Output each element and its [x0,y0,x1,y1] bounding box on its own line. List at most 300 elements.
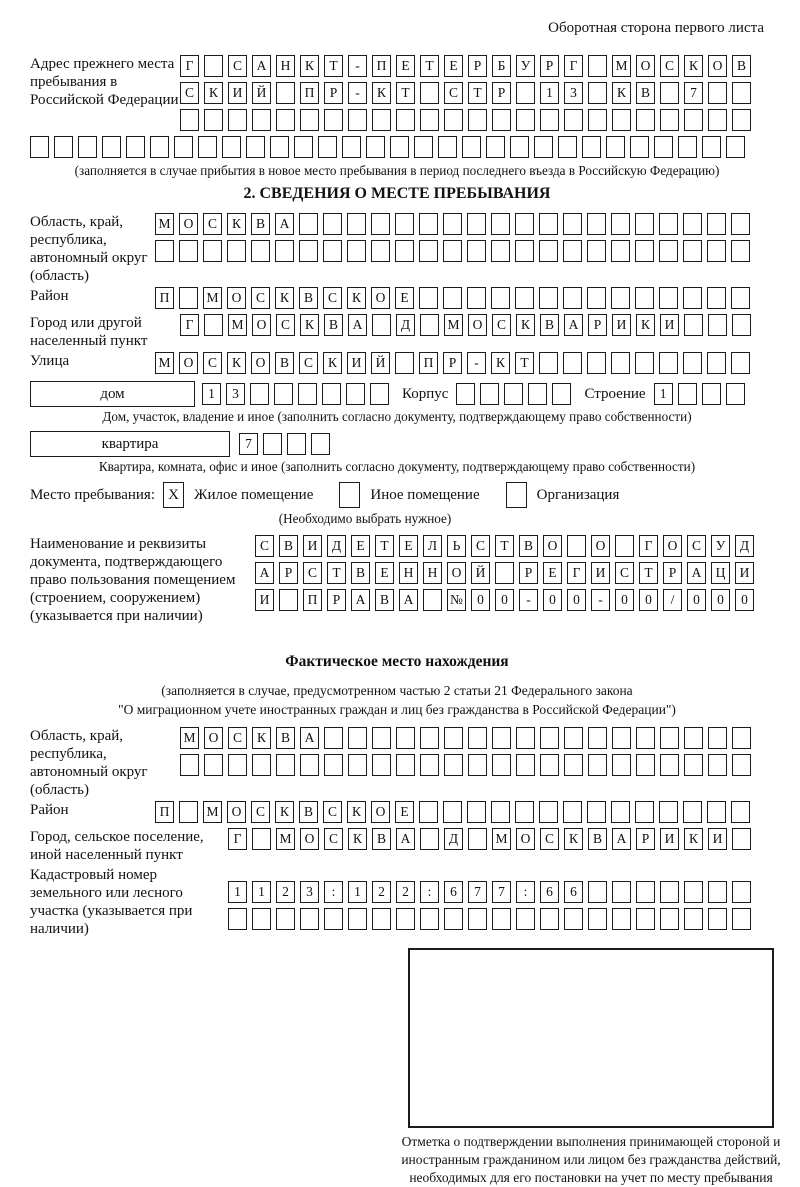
char-cell[interactable] [563,213,582,235]
char-cell[interactable] [298,383,317,405]
char-cell[interactable]: 0 [615,589,634,611]
char-cell[interactable] [683,240,702,262]
char-cell[interactable] [322,383,341,405]
char-cell[interactable] [371,240,390,262]
char-cell[interactable] [587,801,606,823]
char-cell[interactable] [516,82,535,104]
char-cell[interactable] [539,287,558,309]
char-cell[interactable] [395,352,414,374]
char-cell[interactable]: М [155,352,174,374]
char-cell[interactable]: Р [492,82,511,104]
char-cell[interactable]: О [663,535,682,557]
char-cell[interactable] [252,109,271,131]
char-cell[interactable] [444,109,463,131]
char-cell[interactable] [588,55,607,77]
char-cell[interactable] [419,240,438,262]
char-cell[interactable]: / [663,589,682,611]
char-cell[interactable]: О [708,55,727,77]
char-cell[interactable]: С [203,352,222,374]
char-cell[interactable]: : [324,881,343,903]
char-cell[interactable] [456,383,475,405]
char-cell[interactable]: Р [540,55,559,77]
char-cell[interactable]: М [612,55,631,77]
char-cell[interactable] [372,109,391,131]
char-cell[interactable] [528,383,547,405]
char-cell[interactable]: А [396,828,415,850]
char-cell[interactable] [636,754,655,776]
char-cell[interactable] [732,314,751,336]
char-cell[interactable]: А [300,727,319,749]
char-cell[interactable] [323,213,342,235]
char-cell[interactable] [468,908,487,930]
char-cell[interactable] [300,109,319,131]
char-cell[interactable]: К [491,352,510,374]
char-cell[interactable] [540,727,559,749]
char-cell[interactable] [612,727,631,749]
char-cell[interactable]: 7 [239,433,258,455]
char-cell[interactable]: К [612,82,631,104]
char-cell[interactable]: - [348,55,367,77]
char-cell[interactable] [204,109,223,131]
char-cell[interactable] [726,136,745,158]
char-cell[interactable] [660,908,679,930]
char-cell[interactable]: М [203,287,222,309]
char-cell[interactable] [396,754,415,776]
char-cell[interactable] [635,287,654,309]
char-cell[interactable]: 0 [567,589,586,611]
char-cell[interactable] [684,109,703,131]
char-cell[interactable]: Р [279,562,298,584]
char-cell[interactable] [659,213,678,235]
char-cell[interactable] [395,213,414,235]
char-cell[interactable] [708,82,727,104]
char-cell[interactable] [563,287,582,309]
char-cell[interactable]: И [591,562,610,584]
char-cell[interactable]: О [204,727,223,749]
char-cell[interactable] [564,109,583,131]
char-cell[interactable]: Г [180,314,199,336]
char-cell[interactable] [588,109,607,131]
char-cell[interactable] [467,801,486,823]
char-cell[interactable] [588,908,607,930]
char-cell[interactable] [396,727,415,749]
char-cell[interactable] [179,287,198,309]
char-cell[interactable]: К [275,801,294,823]
char-cell[interactable]: И [660,314,679,336]
char-cell[interactable] [276,754,295,776]
char-cell[interactable] [486,136,505,158]
char-cell[interactable]: С [687,535,706,557]
char-cell[interactable] [539,240,558,262]
char-cell[interactable] [683,213,702,235]
char-cell[interactable]: С [660,55,679,77]
char-cell[interactable]: О [251,352,270,374]
char-cell[interactable] [587,352,606,374]
char-cell[interactable] [732,82,751,104]
char-cell[interactable]: К [300,314,319,336]
char-cell[interactable] [708,314,727,336]
char-cell[interactable] [588,82,607,104]
char-cell[interactable] [516,908,535,930]
char-cell[interactable]: - [519,589,538,611]
char-cell[interactable]: О [371,287,390,309]
char-cell[interactable] [468,727,487,749]
char-cell[interactable] [510,136,529,158]
char-cell[interactable]: Т [375,535,394,557]
char-cell[interactable] [311,433,330,455]
char-cell[interactable]: Й [371,352,390,374]
char-cell[interactable]: Т [639,562,658,584]
char-cell[interactable] [684,881,703,903]
char-cell[interactable] [707,240,726,262]
char-cell[interactable] [491,287,510,309]
char-cell[interactable]: 7 [492,881,511,903]
char-cell[interactable] [150,136,169,158]
char-cell[interactable]: Д [327,535,346,557]
char-cell[interactable] [372,908,391,930]
char-cell[interactable]: Б [492,55,511,77]
char-cell[interactable] [534,136,553,158]
char-cell[interactable] [659,352,678,374]
char-cell[interactable]: С [276,314,295,336]
char-cell[interactable]: В [324,314,343,336]
char-cell[interactable]: Д [396,314,415,336]
char-cell[interactable] [611,213,630,235]
char-cell[interactable] [636,881,655,903]
char-cell[interactable]: 1 [540,82,559,104]
char-cell[interactable] [270,136,289,158]
char-cell[interactable]: Т [327,562,346,584]
char-cell[interactable] [299,213,318,235]
char-cell[interactable]: О [227,801,246,823]
char-cell[interactable] [708,754,727,776]
char-cell[interactable] [299,240,318,262]
char-cell[interactable]: - [467,352,486,374]
char-cell[interactable] [707,287,726,309]
char-cell[interactable]: О [371,801,390,823]
char-cell[interactable]: Е [395,801,414,823]
char-cell[interactable]: Л [423,535,442,557]
char-cell[interactable] [274,383,293,405]
char-cell[interactable] [540,908,559,930]
char-cell[interactable]: Г [180,55,199,77]
char-cell[interactable]: О [179,213,198,235]
char-cell[interactable] [78,136,97,158]
char-cell[interactable] [726,383,745,405]
char-cell[interactable]: 3 [564,82,583,104]
char-cell[interactable]: Е [399,535,418,557]
char-cell[interactable]: С [299,352,318,374]
char-cell[interactable] [630,136,649,158]
char-cell[interactable]: М [228,314,247,336]
char-cell[interactable] [539,213,558,235]
char-cell[interactable]: 2 [372,881,391,903]
char-cell[interactable] [276,82,295,104]
char-cell[interactable] [563,240,582,262]
char-cell[interactable] [495,562,514,584]
char-cell[interactable] [390,136,409,158]
char-cell[interactable]: К [636,314,655,336]
char-cell[interactable]: Ц [711,562,730,584]
char-cell[interactable]: М [155,213,174,235]
char-cell[interactable] [582,136,601,158]
char-cell[interactable]: К [347,801,366,823]
char-cell[interactable] [540,109,559,131]
char-cell[interactable] [611,240,630,262]
char-cell[interactable] [660,109,679,131]
char-cell[interactable]: А [612,828,631,850]
char-cell[interactable] [300,908,319,930]
char-cell[interactable]: У [516,55,535,77]
char-cell[interactable]: Р [636,828,655,850]
char-cell[interactable]: 3 [226,383,245,405]
char-cell[interactable] [174,136,193,158]
char-cell[interactable] [612,908,631,930]
char-cell[interactable]: Й [252,82,271,104]
char-cell[interactable]: А [351,589,370,611]
char-cell[interactable] [732,754,751,776]
char-cell[interactable] [708,881,727,903]
char-cell[interactable]: С [303,562,322,584]
char-cell[interactable] [659,287,678,309]
char-cell[interactable] [654,136,673,158]
char-cell[interactable] [348,109,367,131]
char-cell[interactable] [179,240,198,262]
char-cell[interactable]: К [372,82,391,104]
char-cell[interactable]: 3 [300,881,319,903]
char-cell[interactable] [468,754,487,776]
char-cell[interactable] [347,213,366,235]
char-cell[interactable]: 2 [396,881,415,903]
char-cell[interactable] [515,287,534,309]
char-cell[interactable]: К [323,352,342,374]
char-cell[interactable] [348,727,367,749]
char-cell[interactable] [492,727,511,749]
char-cell[interactable] [420,314,439,336]
char-cell[interactable] [279,589,298,611]
char-cell[interactable]: М [444,314,463,336]
char-cell[interactable]: К [684,828,703,850]
char-cell[interactable] [444,727,463,749]
char-cell[interactable] [678,383,697,405]
char-cell[interactable] [552,383,571,405]
char-cell[interactable] [563,352,582,374]
char-cell[interactable]: М [180,727,199,749]
char-cell[interactable]: 6 [444,881,463,903]
char-cell[interactable] [228,754,247,776]
char-cell[interactable]: Т [515,352,534,374]
char-cell[interactable]: В [279,535,298,557]
char-cell[interactable]: Н [423,562,442,584]
char-cell[interactable] [251,240,270,262]
char-cell[interactable]: Т [420,55,439,77]
char-cell[interactable] [611,287,630,309]
char-cell[interactable] [420,82,439,104]
char-cell[interactable] [204,314,223,336]
char-cell[interactable] [420,727,439,749]
char-cell[interactable] [539,801,558,823]
char-cell[interactable] [252,754,271,776]
char-cell[interactable]: О [516,828,535,850]
char-cell[interactable] [732,109,751,131]
char-cell[interactable]: А [564,314,583,336]
char-cell[interactable]: Р [443,352,462,374]
char-cell[interactable] [707,801,726,823]
char-cell[interactable] [347,240,366,262]
char-cell[interactable] [227,240,246,262]
char-cell[interactable]: - [348,82,367,104]
char-cell[interactable] [443,240,462,262]
char-cell[interactable] [684,314,703,336]
char-cell[interactable]: О [636,55,655,77]
char-cell[interactable]: О [591,535,610,557]
char-cell[interactable] [683,352,702,374]
char-cell[interactable] [420,908,439,930]
char-cell[interactable] [678,136,697,158]
char-cell[interactable]: Д [444,828,463,850]
char-cell[interactable] [684,727,703,749]
char-cell[interactable]: К [204,82,223,104]
char-cell[interactable] [660,754,679,776]
char-cell[interactable]: Е [543,562,562,584]
char-cell[interactable]: К [516,314,535,336]
char-cell[interactable]: С [251,287,270,309]
char-cell[interactable]: - [591,589,610,611]
char-cell[interactable]: В [519,535,538,557]
char-cell[interactable] [54,136,73,158]
char-cell[interactable] [324,109,343,131]
char-cell[interactable] [492,109,511,131]
char-cell[interactable]: 0 [711,589,730,611]
char-cell[interactable] [516,754,535,776]
char-cell[interactable] [707,213,726,235]
char-cell[interactable] [707,352,726,374]
char-cell[interactable] [515,801,534,823]
char-cell[interactable]: С [251,801,270,823]
char-cell[interactable]: 1 [252,881,271,903]
char-cell[interactable]: И [347,352,366,374]
char-cell[interactable] [228,908,247,930]
char-cell[interactable]: О [468,314,487,336]
char-cell[interactable] [588,754,607,776]
char-cell[interactable]: П [300,82,319,104]
char-cell[interactable]: 7 [684,82,703,104]
char-cell[interactable]: С [324,828,343,850]
char-cell[interactable] [346,383,365,405]
char-cell[interactable] [684,754,703,776]
char-cell[interactable] [348,754,367,776]
char-cell[interactable]: С [323,287,342,309]
char-cell[interactable] [587,213,606,235]
char-cell[interactable]: В [299,287,318,309]
char-cell[interactable] [731,352,750,374]
char-cell[interactable]: И [708,828,727,850]
char-cell[interactable]: А [348,314,367,336]
char-cell[interactable]: В [276,727,295,749]
char-cell[interactable] [702,136,721,158]
char-cell[interactable]: Р [327,589,346,611]
char-cell[interactable] [204,754,223,776]
char-cell[interactable]: М [492,828,511,850]
char-cell[interactable] [708,727,727,749]
char-cell[interactable] [635,801,654,823]
char-cell[interactable] [708,109,727,131]
char-cell[interactable] [504,383,523,405]
char-cell[interactable] [683,801,702,823]
char-cell[interactable] [492,754,511,776]
char-cell[interactable]: 7 [468,881,487,903]
char-cell[interactable] [567,535,586,557]
char-cell[interactable]: К [684,55,703,77]
char-cell[interactable] [540,754,559,776]
char-cell[interactable] [414,136,433,158]
char-cell[interactable] [732,881,751,903]
char-cell[interactable]: К [227,352,246,374]
char-cell[interactable]: В [540,314,559,336]
char-cell[interactable] [420,109,439,131]
char-cell[interactable] [612,754,631,776]
char-cell[interactable]: И [228,82,247,104]
char-cell[interactable] [515,213,534,235]
char-cell[interactable] [250,383,269,405]
char-cell[interactable]: 1 [348,881,367,903]
char-cell[interactable]: К [275,287,294,309]
char-cell[interactable] [222,136,241,158]
char-cell[interactable] [252,828,271,850]
char-cell[interactable]: : [516,881,535,903]
char-cell[interactable] [198,136,217,158]
char-cell[interactable] [263,433,282,455]
char-cell[interactable]: П [372,55,391,77]
char-cell[interactable]: К [227,213,246,235]
char-cell[interactable] [732,908,751,930]
char-cell[interactable] [491,240,510,262]
char-cell[interactable]: 6 [540,881,559,903]
char-cell[interactable]: С [255,535,274,557]
char-cell[interactable]: В [275,352,294,374]
char-cell[interactable] [468,109,487,131]
char-cell[interactable] [564,908,583,930]
char-cell[interactable]: Г [228,828,247,850]
char-cell[interactable]: Г [567,562,586,584]
char-cell[interactable]: О [227,287,246,309]
char-cell[interactable]: В [299,801,318,823]
char-cell[interactable]: К [348,828,367,850]
char-cell[interactable] [419,801,438,823]
char-cell[interactable] [564,727,583,749]
char-cell[interactable] [443,213,462,235]
char-cell[interactable]: 0 [471,589,490,611]
char-cell[interactable]: Т [495,535,514,557]
char-cell[interactable] [606,136,625,158]
char-cell[interactable]: Р [324,82,343,104]
char-cell[interactable] [180,109,199,131]
char-cell[interactable]: И [303,535,322,557]
char-cell[interactable] [324,754,343,776]
char-cell[interactable]: Й [471,562,490,584]
char-cell[interactable]: М [203,801,222,823]
char-cell[interactable] [491,801,510,823]
char-cell[interactable] [366,136,385,158]
char-cell[interactable]: И [255,589,274,611]
char-cell[interactable] [612,881,631,903]
char-cell[interactable] [444,908,463,930]
char-cell[interactable]: Е [444,55,463,77]
char-cell[interactable] [492,908,511,930]
char-cell[interactable] [370,383,389,405]
char-cell[interactable]: Г [639,535,658,557]
char-cell[interactable] [683,287,702,309]
